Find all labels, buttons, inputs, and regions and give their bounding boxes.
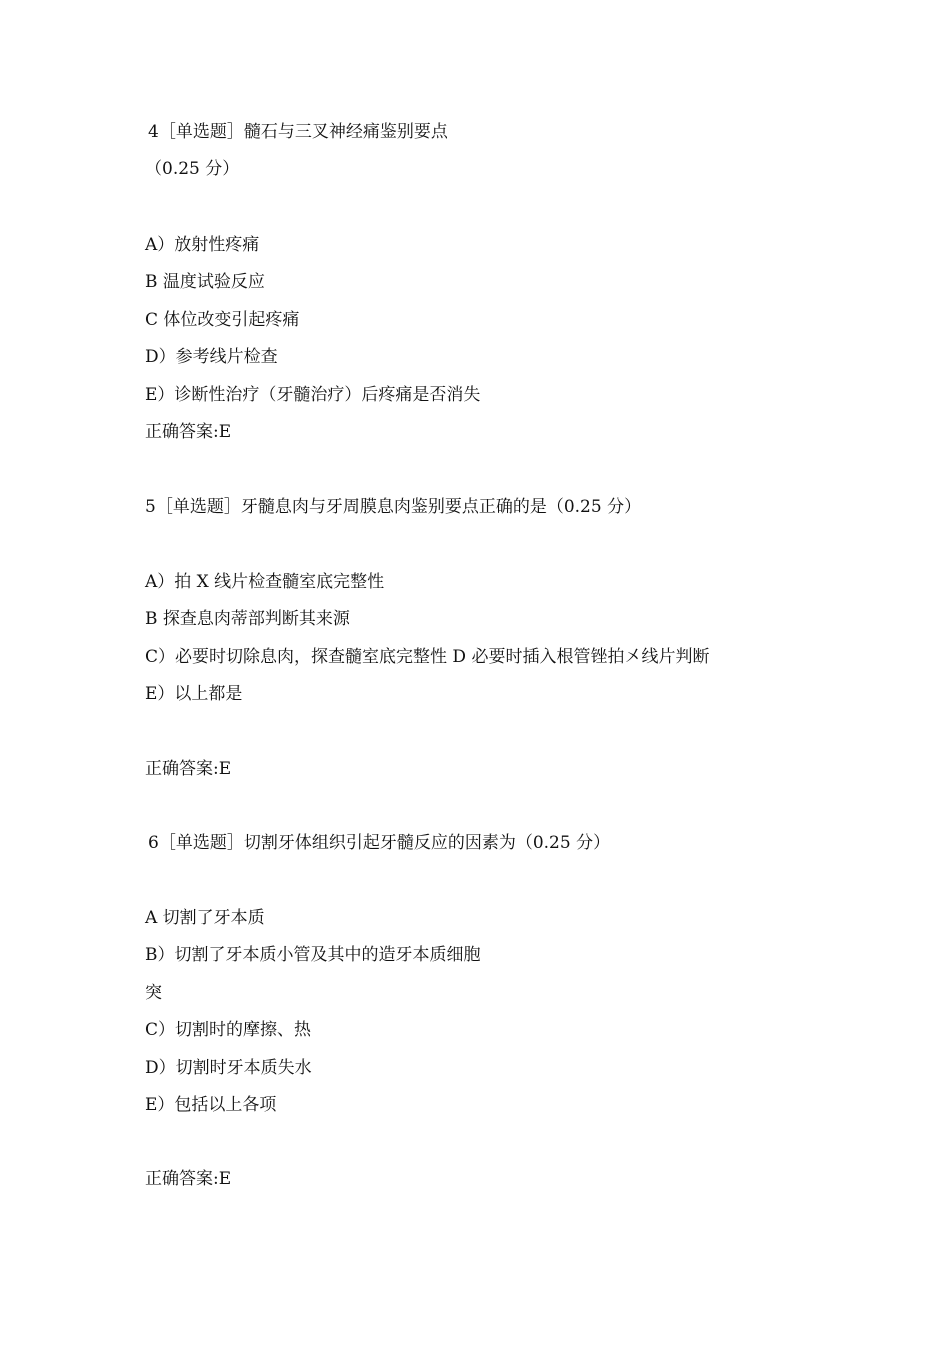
option-b-continued: 突 (145, 983, 162, 1003)
option-e: E）以上都是 (145, 684, 243, 704)
option-a: A）拍 X 线片检查髓室底完整性 (145, 572, 385, 592)
option-a: A）放射性疼痛 (145, 235, 260, 255)
option-c-d: C）必要时切除息肉，探查髓室底完整性 D 必要时插入根管锉拍㐅线片判断 (145, 647, 710, 667)
option-d: D）切割时牙本质失水 (145, 1058, 312, 1078)
option-e: E）诊断性治疗（牙髓治疗）后疼痛是否消失 (145, 385, 481, 405)
option-b: B 温度试验反应 (145, 272, 265, 292)
question-title: 5［单选题］牙髓息肉与牙周膜息肉鉴别要点正确的是（0.25 分） (145, 497, 642, 517)
option-b: B 探查息肉蒂部判断其来源 (145, 609, 350, 629)
question-title: 6［单选题］切割牙体组织引起牙髓反应的因素为（0.25 分） (148, 833, 611, 853)
option-d: D）参考线片检查 (145, 347, 278, 367)
option-c: C）切割时的摩擦、热 (145, 1020, 312, 1040)
option-b: B）切割了牙本质小管及其中的造牙本质细胞 (145, 945, 481, 965)
option-a: A 切割了牙本质 (145, 908, 265, 928)
option-e: E）包括以上各项 (145, 1095, 277, 1115)
question-score: （0.25 分） (145, 159, 240, 179)
option-c: C 体位改变引起疼痛 (145, 310, 300, 330)
correct-answer: 正确答案:E (145, 422, 232, 442)
question-title: 4［单选题］髓石与三叉神经痛鉴别要点 (148, 122, 448, 142)
correct-answer: 正确答案:E (145, 1169, 232, 1189)
correct-answer: 正确答案:E (145, 759, 232, 779)
